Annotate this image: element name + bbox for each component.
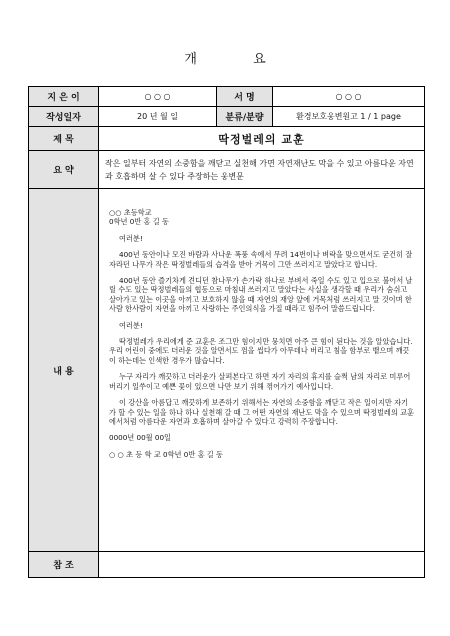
- signature-label: 서 명: [217, 87, 273, 107]
- student-line: 0학년 0반 홍 길 동: [109, 217, 169, 227]
- author-value: ○ ○ ○: [99, 87, 217, 107]
- subject-label: 제 목: [29, 127, 99, 151]
- signature-line: ○ ○ 초 등 학 교 0학년 0반 홍 길 동: [109, 449, 223, 459]
- content-body: [99, 189, 425, 552]
- content-row: [29, 189, 425, 552]
- summary-row: [29, 151, 425, 189]
- greeting-2: 여러분!: [119, 320, 143, 330]
- reference-row: [29, 552, 425, 578]
- content-label: 내 용: [29, 189, 99, 552]
- paragraph-3: 딱정벌레가 우리에게 준 교훈은 조그만 힘이지만 뭉치면 아주 큰 힘이 된다는 것을 알았습니다. 우리 어린이 중에도 더러운 것을 알면서도 껌을 씹다가 아무데나 버리고 침을 함부로 뱉으며 깨끗이 하는데는 인색한 경우가 많습니다.: [109, 337, 413, 365]
- paragraph-5: 이 강산을 아름답고 깨끗하게 보존하기 위해서는 자연의 소중함을 깨닫고 작은 일이지만 자기가 할 수 있는 일을 하나 하나 실천해 갈 때 그 어떤 자연의 재난도 막을 수 있으며 딱정벌레의 교훈에서처럼 아름다운 자연과 호흡하며 살아갈 수 있다고 강력히 주장합니다.: [109, 398, 414, 426]
- greeting-1: 여러분!: [119, 233, 143, 243]
- paragraph-2: 400년 동안 즐기차게 견디던 참나무가 손가락 하나로 부벼서 죽일 수도 있고 입으로 불어서 날릴 수도 있는 딱정벌레들의 협동으로 마침내 쓰러지고 말았다는 사실을 생각할 때 우리가 숨쉬고 살아가고 있는 이곳을 아끼고 보호하지 않을 때 자연의 재앙 앞에 거목처럼 쓰러지고 말 것이며 한사람 한사람이 자연을 아끼고 사랑하는 주인의식을 가질 때라고 힘주어 말씀드립니다.: [109, 276, 413, 314]
- date-label: 작성일자: [29, 107, 99, 127]
- subject-row: [29, 127, 425, 151]
- category-label: 분류/분량: [217, 107, 273, 127]
- reference-value: [99, 552, 425, 578]
- overview-table: [28, 86, 425, 578]
- date-value: 20 년 월 일: [99, 107, 217, 127]
- paragraph-4: 누구 자리가 깨끗하고 더러운가 살펴본다고 하면 자기 자리의 휴지를 슬쩍 남의 자리로 미루어 버리기 일쑤이고 예쁜 꽃이 있으면 나만 보기 위해 꺾어가기 예사입니다.: [109, 372, 411, 391]
- summary-label: 요 약: [29, 151, 99, 189]
- author-label: 지 은 이: [29, 87, 99, 107]
- subject-value: 딱정벌레의 교훈: [99, 127, 425, 151]
- page-title: 개 요: [184, 52, 292, 67]
- signature-value: ○ ○ ○: [273, 87, 425, 107]
- school-line: ○○ 초등학교: [109, 208, 152, 217]
- summary-value: 작은 일부터 자연의 소중함을 깨닫고 실천해 가면 자연재난도 막을 수 있고 아름다운 자연과 호흡하며 살 수 있다 주장하는 웅변문: [99, 151, 425, 189]
- date-row: [29, 107, 425, 127]
- author-row: [29, 87, 425, 107]
- category-value: 환경보호웅변원고 1 / 1 page: [273, 107, 425, 127]
- date-line: 0000년 00월 00일: [109, 433, 171, 443]
- paragraph-1: 400년 동안이나 모진 바람과 사나운 폭풍 속에서 무려 14번이나 벼락을 맞으면서도 굳건히 잘 자라던 나무가 작은 딱정벌레들의 습격을 받아 거목이 그만 쓰러지고 말았다고 합니다.: [109, 250, 413, 269]
- reference-label: 참 조: [29, 552, 99, 578]
